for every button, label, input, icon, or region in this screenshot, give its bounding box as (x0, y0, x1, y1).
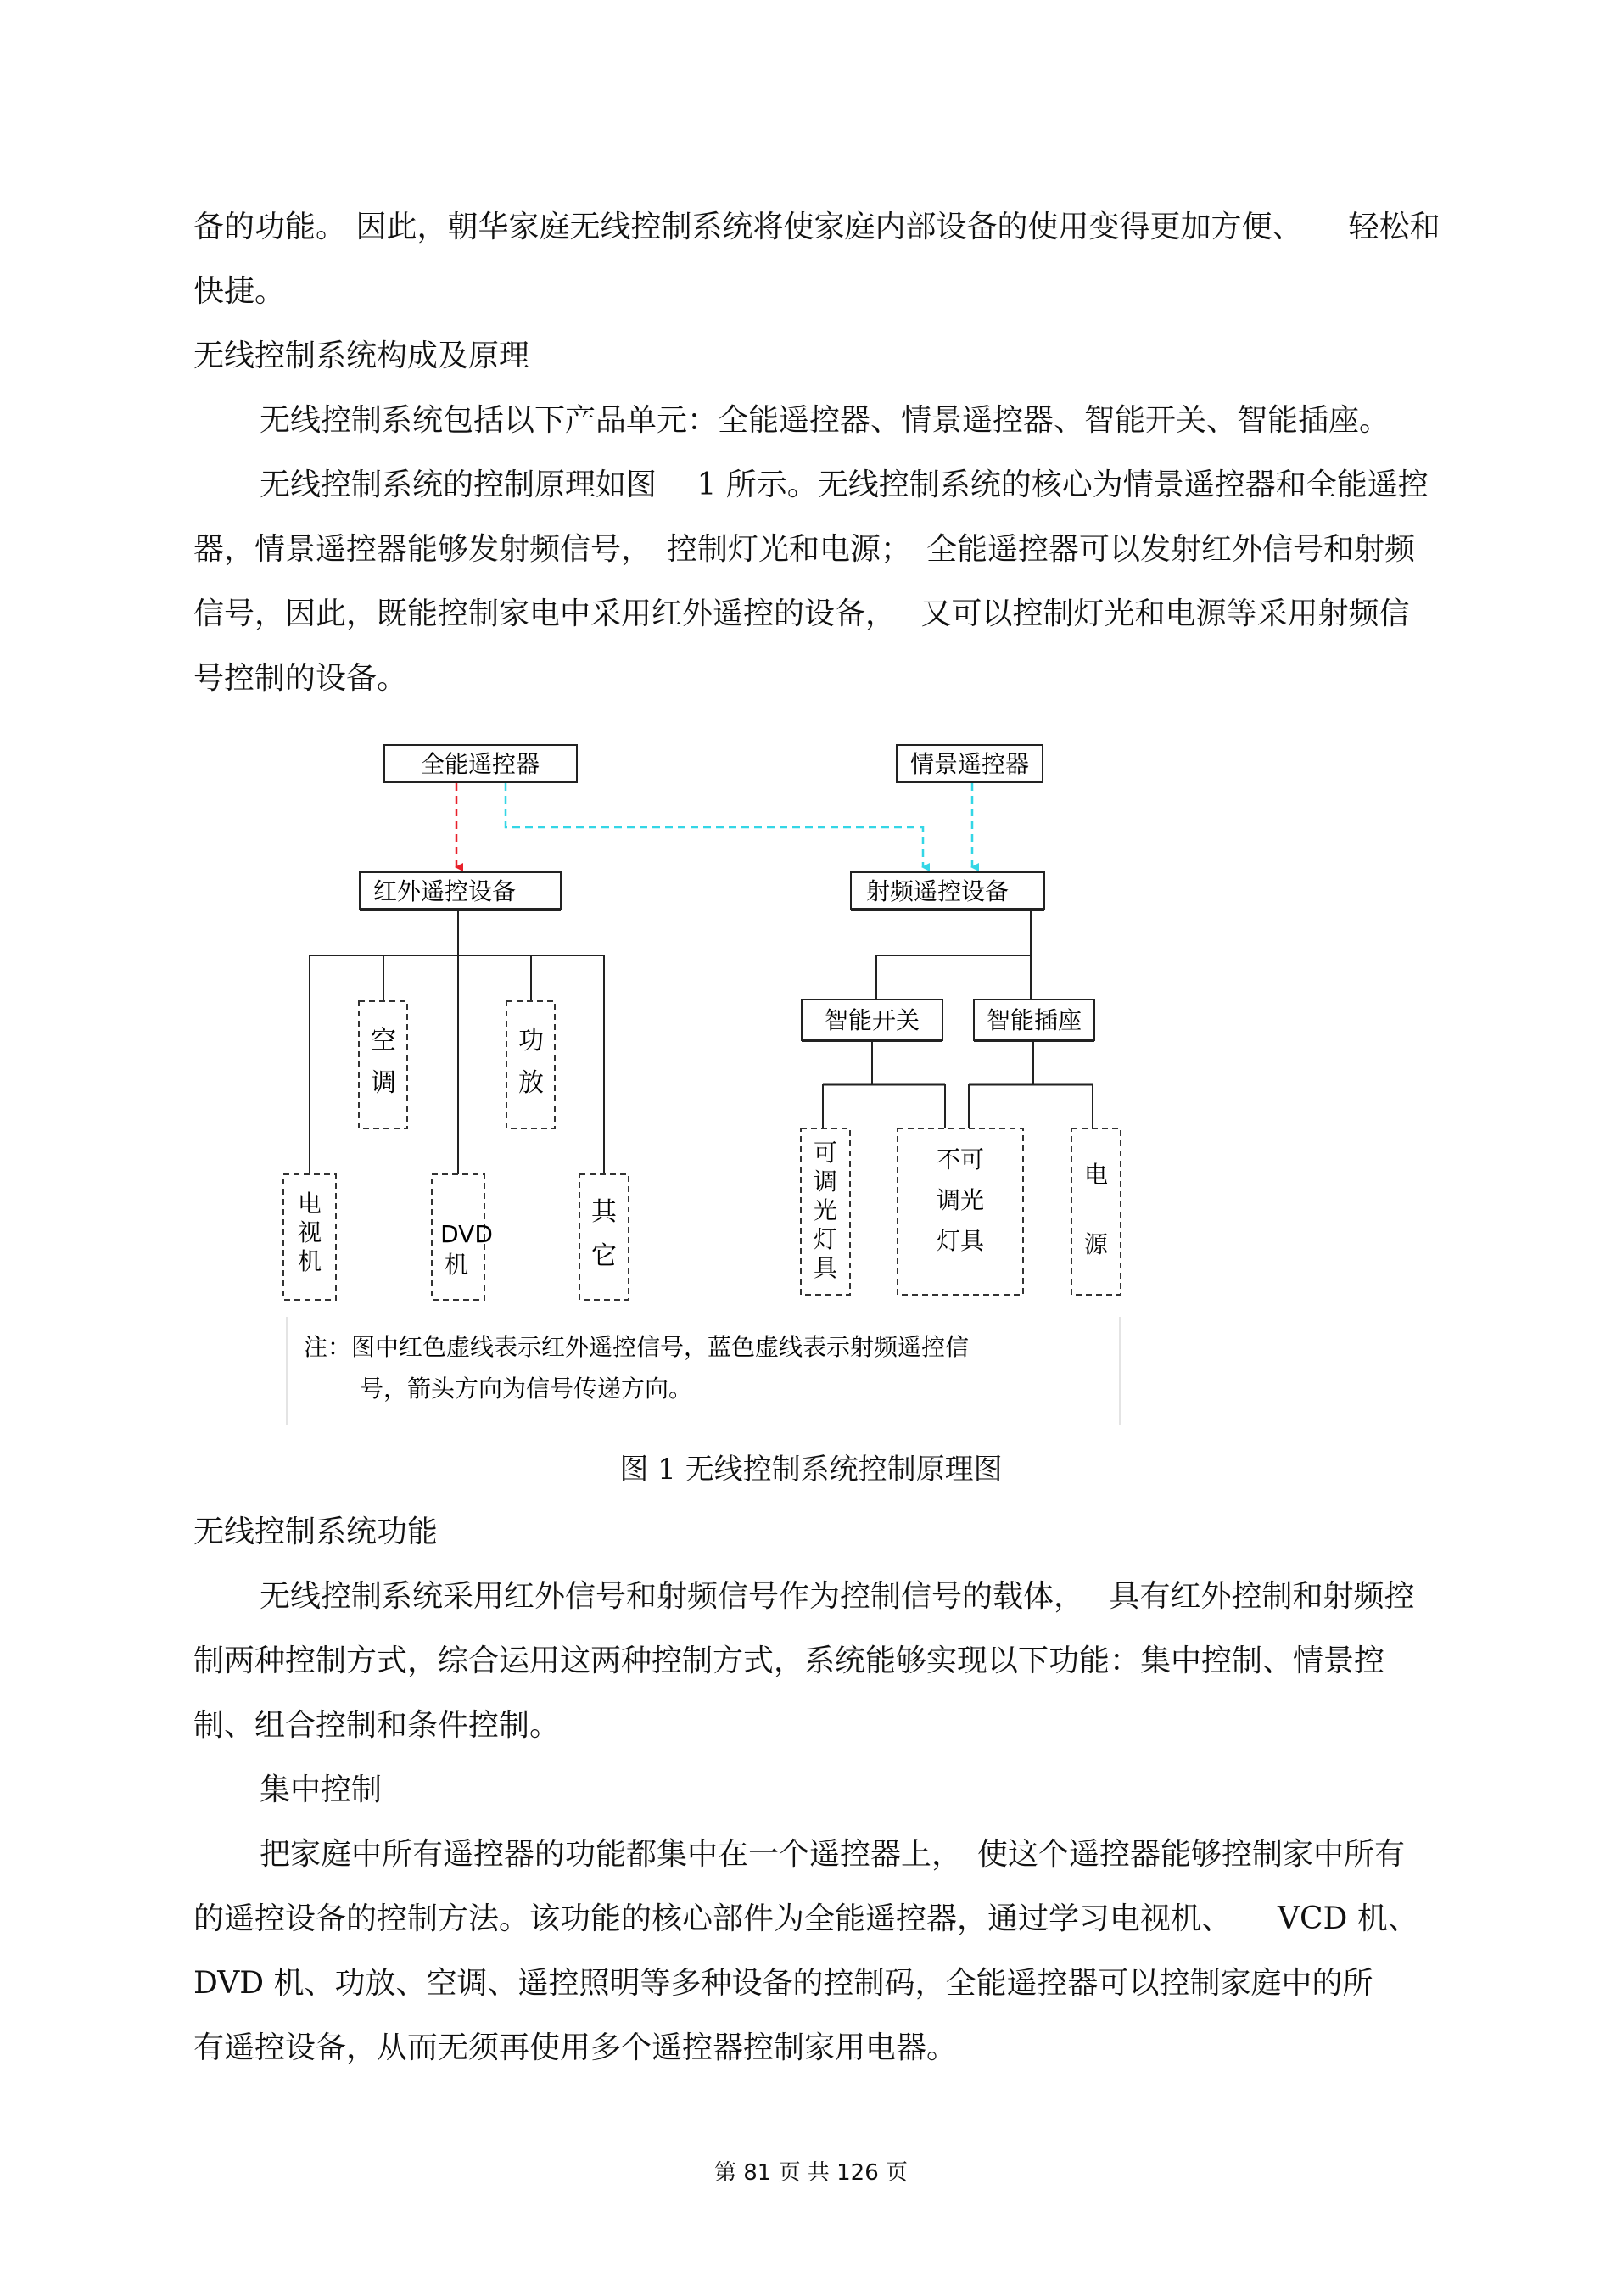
subsection-heading-centralized: 集中控制 (260, 1772, 383, 1807)
svg-text:灯具: 灯具 (936, 1227, 985, 1255)
svg-text:智能开关: 智能开关 (824, 1006, 920, 1034)
scene-remote-box (897, 745, 1043, 783)
svg-text:灯: 灯 (813, 1225, 838, 1253)
svg-text:它: 它 (591, 1241, 617, 1271)
svg-text:可: 可 (813, 1139, 838, 1167)
rf-devices-box (851, 872, 1044, 911)
svg-text:调: 调 (371, 1068, 396, 1098)
rf-signal-line-universal (506, 783, 923, 867)
svg-text:电: 电 (297, 1190, 322, 1218)
section-heading-composition: 无线控制系统构成及原理 (193, 339, 530, 373)
text-line-1: 备的功能。 因此，朝华家庭无线控制系统将使家庭内部设备的使用变得更加方便、 轻松和 (193, 210, 1440, 244)
svg-text:具: 具 (813, 1254, 838, 1282)
rf-tree-connectors (872, 911, 1033, 1084)
text-line-8: 号控制的设备。 (193, 661, 408, 696)
svg-text:其: 其 (591, 1197, 617, 1227)
text-line-4: 无线控制系统包括以下产品单元：全能遥控器、情景遥控器、智能开关、智能插座。 (260, 403, 1390, 438)
svg-text:机: 机 (297, 1247, 322, 1275)
text-line-15: 的遥控设备的控制方法。该功能的核心部件为全能遥控器，通过学习电视机、 VCD 机、 (193, 1901, 1418, 1936)
tv-box (283, 1174, 336, 1300)
text-line-12: 制、组合控制和条件控制。 (193, 1708, 561, 1743)
svg-text:调光: 调光 (936, 1186, 985, 1214)
universal-remote-label: 全能遥控器 (420, 750, 540, 778)
non-dimmable-light-box (898, 1128, 1023, 1295)
dvd-box (432, 1174, 493, 1300)
universal-remote-box (384, 745, 577, 783)
smart-switch-box (802, 1000, 942, 1042)
section-heading-functions: 无线控制系统功能 (193, 1515, 439, 1549)
other-box (579, 1174, 629, 1300)
dimmable-light-box (801, 1128, 850, 1295)
diagram-note-line-2: 号，箭头方向为信号传递方向。 (360, 1375, 693, 1403)
text-line-2: 快捷。 (193, 274, 286, 309)
svg-text:DVD: DVD (440, 1220, 493, 1248)
rf-devices-label: 射频遥控设备 (865, 877, 1010, 905)
svg-text:功: 功 (518, 1026, 544, 1056)
text-line-5: 无线控制系统的控制原理如图 1 所示。无线控制系统的核心为情景遥控器和全能遥控 (260, 468, 1429, 502)
text-line-14: 把家庭中所有遥控器的功能都集中在一个遥控器上， 使这个遥控器能够控制家中所有 (260, 1837, 1406, 1872)
text-line-10: 无线控制系统采用红外信号和射频信号作为控制信号的载体， 具有红外控制和射频控 (260, 1579, 1415, 1614)
svg-text:智能插座: 智能插座 (986, 1006, 1082, 1034)
svg-text:调: 调 (813, 1168, 838, 1196)
ir-devices-box (360, 872, 561, 911)
svg-text:机: 机 (444, 1251, 469, 1279)
diagram-note-line-1: 注：图中红色虚线表示红外遥控信号，蓝色虚线表示射频遥控信 (304, 1333, 970, 1361)
figure-caption: 图 1 无线控制系统控制原理图 (619, 1453, 1003, 1487)
svg-text:放: 放 (518, 1068, 544, 1098)
svg-text:源: 源 (1083, 1230, 1109, 1258)
text-line-17: 有遥控设备，从而无须再使用多个遥控器控制家用电器。 (193, 2030, 958, 2065)
text-line-7: 信号，因此，既能控制家电中采用红外遥控的设备， 又可以控制灯光和电源等采用射频信 (193, 596, 1410, 631)
text-line-11: 制两种控制方式，综合运用这两种控制方式，系统能够实现以下功能：集中控制、情景控 (193, 1644, 1385, 1678)
svg-text:光: 光 (813, 1196, 838, 1224)
scene-remote-label: 情景遥控器 (909, 750, 1030, 778)
smart-socket-box (974, 1000, 1094, 1042)
svg-text:不可: 不可 (936, 1145, 985, 1173)
ir-devices-label: 红外遥控设备 (372, 877, 517, 905)
svg-text:电: 电 (1083, 1161, 1109, 1189)
amp-box (506, 1001, 555, 1128)
page-footer: 第 81 页 共 126 页 (713, 2160, 909, 2186)
ir-tree-connectors (310, 911, 604, 1174)
svg-text:空: 空 (371, 1026, 396, 1056)
text-line-16: DVD 机、功放、空调、遥控照明等多种设备的控制码，全能遥控器可以控制家庭中的所 (193, 1966, 1373, 2001)
ac-box (359, 1001, 407, 1128)
svg-text:视: 视 (297, 1218, 322, 1246)
power-box (1071, 1128, 1121, 1295)
text-line-6: 器，情景遥控器能够发射频信号， 控制灯光和电源； 全能遥控器可以发射红外信号和射频 (193, 532, 1416, 567)
